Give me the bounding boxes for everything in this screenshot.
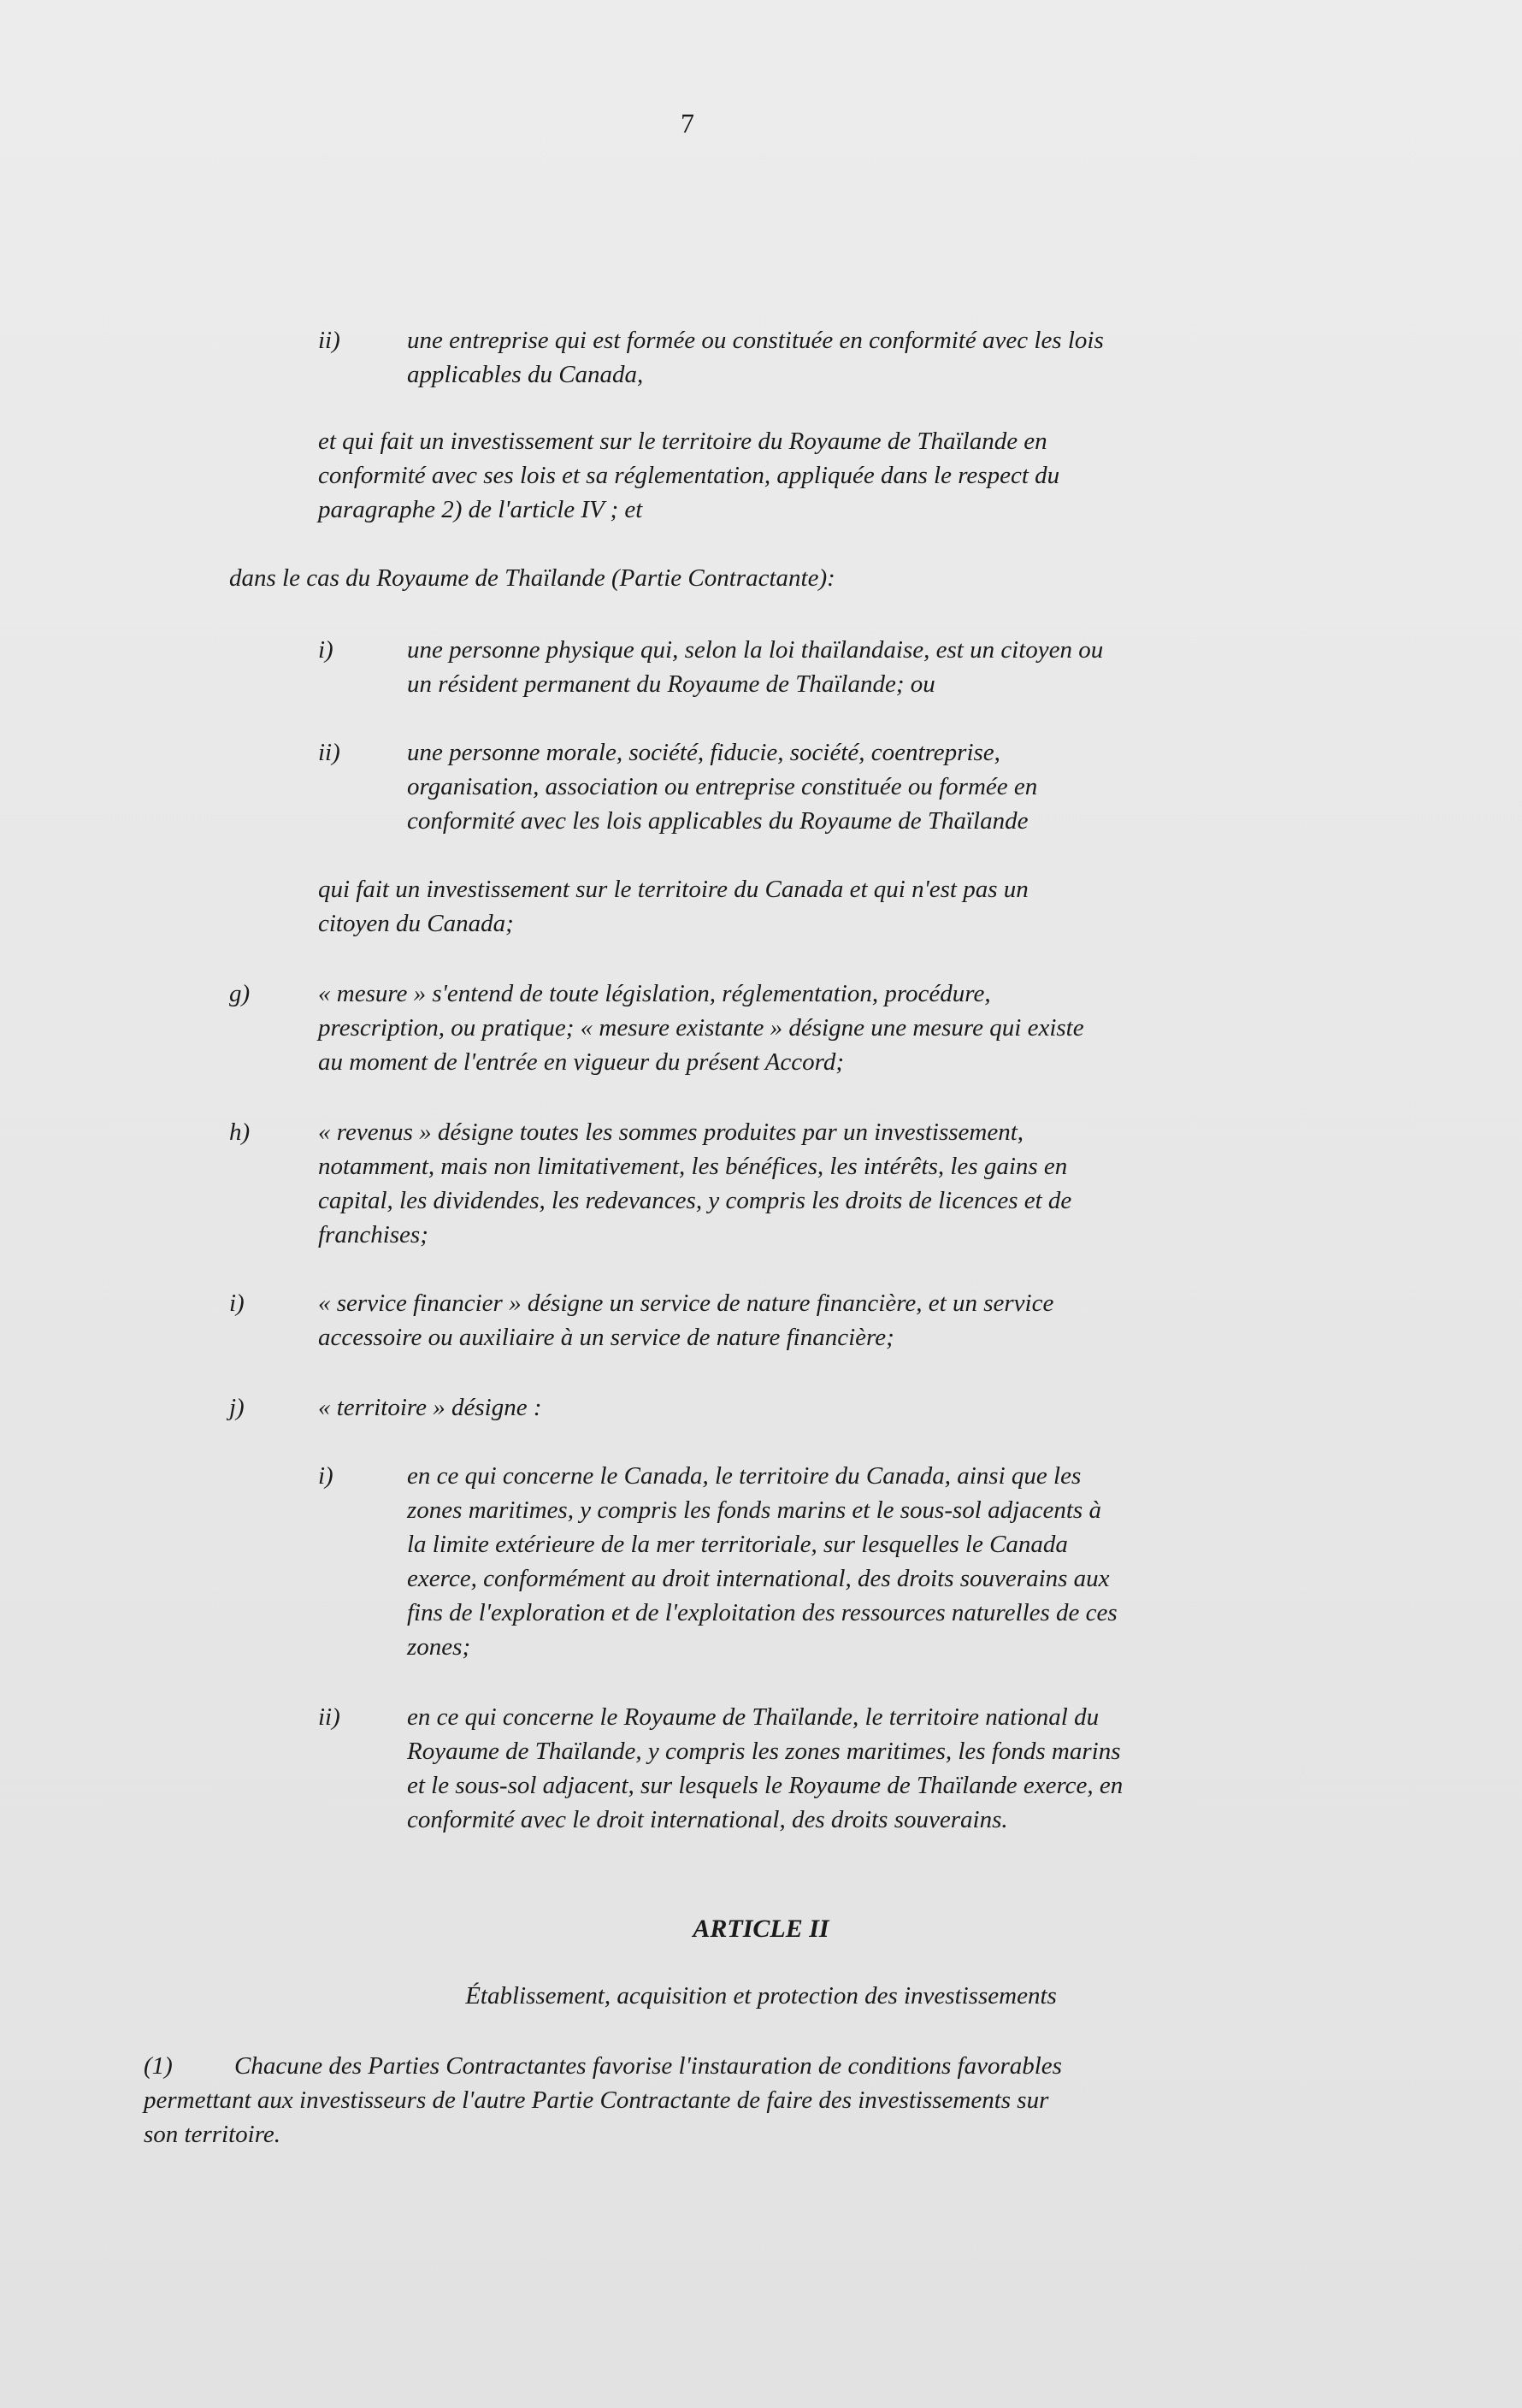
article-subheading: Établissement, acquisition et protection des investissements (465, 1982, 1057, 2010)
enum-label: ii) (318, 327, 340, 354)
paragraph-text (144, 2083, 1048, 2151)
text-line: et qui fait un investissement sur le territoire du Royaume de Thaïlande en (318, 428, 1047, 455)
enum-text (407, 323, 1104, 392)
text-line: une personne morale, société, fiducie, société, coentreprise, (407, 739, 1000, 766)
text-line: exerce, conformément au droit international, des droits souverains aux (407, 1565, 1110, 1592)
definition-text (318, 1286, 1053, 1354)
text-line: applicables du Canada, (407, 361, 644, 388)
enum-text (407, 1459, 1118, 1664)
text-line: dans le cas du Royaume de Thaïlande (Partie Contractante): (229, 564, 835, 592)
text-line: conformité avec le droit international, des droits souverains. (407, 1806, 1008, 1833)
enum-text (407, 1700, 1123, 1837)
definition-label: h) (229, 1118, 251, 1146)
text-line: en ce qui concerne le Canada, le territoire du Canada, ainsi que les (407, 1462, 1082, 1490)
text-line: un résident permanent du Royaume de Thaïlande; ou (407, 670, 935, 698)
paragraph (318, 872, 1029, 941)
text-line: organisation, association ou entreprise constituée ou formée en (407, 773, 1038, 800)
text-line: prescription, ou pratique; « mesure existante » désigne une mesure qui existe (318, 1014, 1084, 1042)
text-line: zones maritimes, y compris les fonds marins et le sous-sol adjacents à (407, 1496, 1101, 1524)
text-line: une personne physique qui, selon la loi thaïlandaise, est un citoyen ou (407, 636, 1104, 664)
text-line: conformité avec les lois applicables du Royaume de Thaïlande (407, 807, 1029, 835)
definition-label: i) (229, 1290, 245, 1317)
text-line: fins de l'exploration et de l'exploitation des ressources naturelles de ces (407, 1599, 1118, 1626)
text-line: au moment de l'entrée en vigueur du présent Accord; (318, 1048, 845, 1076)
enum-label: ii) (318, 1703, 340, 1731)
paragraph (318, 424, 1059, 527)
text-line: capital, les dividendes, les redevances, y compris les droits de licences et de (318, 1187, 1072, 1214)
text-line: Chacune des Parties Contractantes favorise l'instauration de conditions favorables (234, 2052, 1062, 2080)
text-line: citoyen du Canada; (318, 910, 514, 937)
text-line: conformité avec ses lois et sa réglementation, appliquée dans le respect du (318, 462, 1060, 489)
definition-text (318, 1390, 542, 1425)
text-line: en ce qui concerne le Royaume de Thaïlande, le territoire national du (407, 1703, 1100, 1731)
paragraph-number: (1) (144, 2052, 173, 2080)
enum-label: i) (318, 1462, 333, 1490)
text-line: « service financier » désigne un service de nature financière, et un service (318, 1290, 1054, 1317)
definition-label: j) (229, 1394, 245, 1421)
enum-text (407, 633, 1103, 701)
enum-text (407, 735, 1037, 838)
article-heading: ARTICLE II (693, 1915, 829, 1943)
text-line: la limite extérieure de la mer territoriale, sur lesquelles le Canada (407, 1531, 1068, 1558)
text-line: accessoire ou auxiliaire à un service de nature financière; (318, 1324, 894, 1351)
text-line: « territoire » désigne : (318, 1394, 542, 1421)
text-line: notamment, mais non limitativement, les bénéfices, les intérêts, les gains en (318, 1153, 1068, 1180)
text-line: zones; (407, 1633, 471, 1661)
text-line: Royaume de Thaïlande, y compris les zones maritimes, les fonds marins (407, 1738, 1121, 1765)
definition-text (318, 977, 1084, 1079)
text-line: son territoire. (144, 2121, 281, 2148)
text-line: franchises; (318, 1221, 428, 1248)
paragraph (229, 561, 835, 595)
text-line: et le sous-sol adjacent, sur lesquels le Royaume de Thaïlande exerce, en (407, 1772, 1124, 1799)
definition-text (318, 1115, 1071, 1252)
definition-label: g) (229, 980, 251, 1007)
text-line: qui fait un investissement sur le territoire du Canada et qui n'est pas un (318, 876, 1029, 903)
text-line: permettant aux investisseurs de l'autre Partie Contractante de faire des investissements sur (144, 2086, 1049, 2114)
enum-label: ii) (318, 739, 340, 766)
text-line: paragraphe 2) de l'article IV ; et (318, 496, 643, 523)
text-line: « revenus » désigne toutes les sommes produites par un investissement, (318, 1118, 1024, 1146)
paragraph-text (144, 2049, 1062, 2083)
text-line: « mesure » s'entend de toute législation, réglementation, procédure, (318, 980, 991, 1007)
enum-label: i) (318, 636, 333, 664)
page-number: 7 (681, 108, 694, 139)
text-line: une entreprise qui est formée ou constituée en conformité avec les lois (407, 327, 1104, 354)
